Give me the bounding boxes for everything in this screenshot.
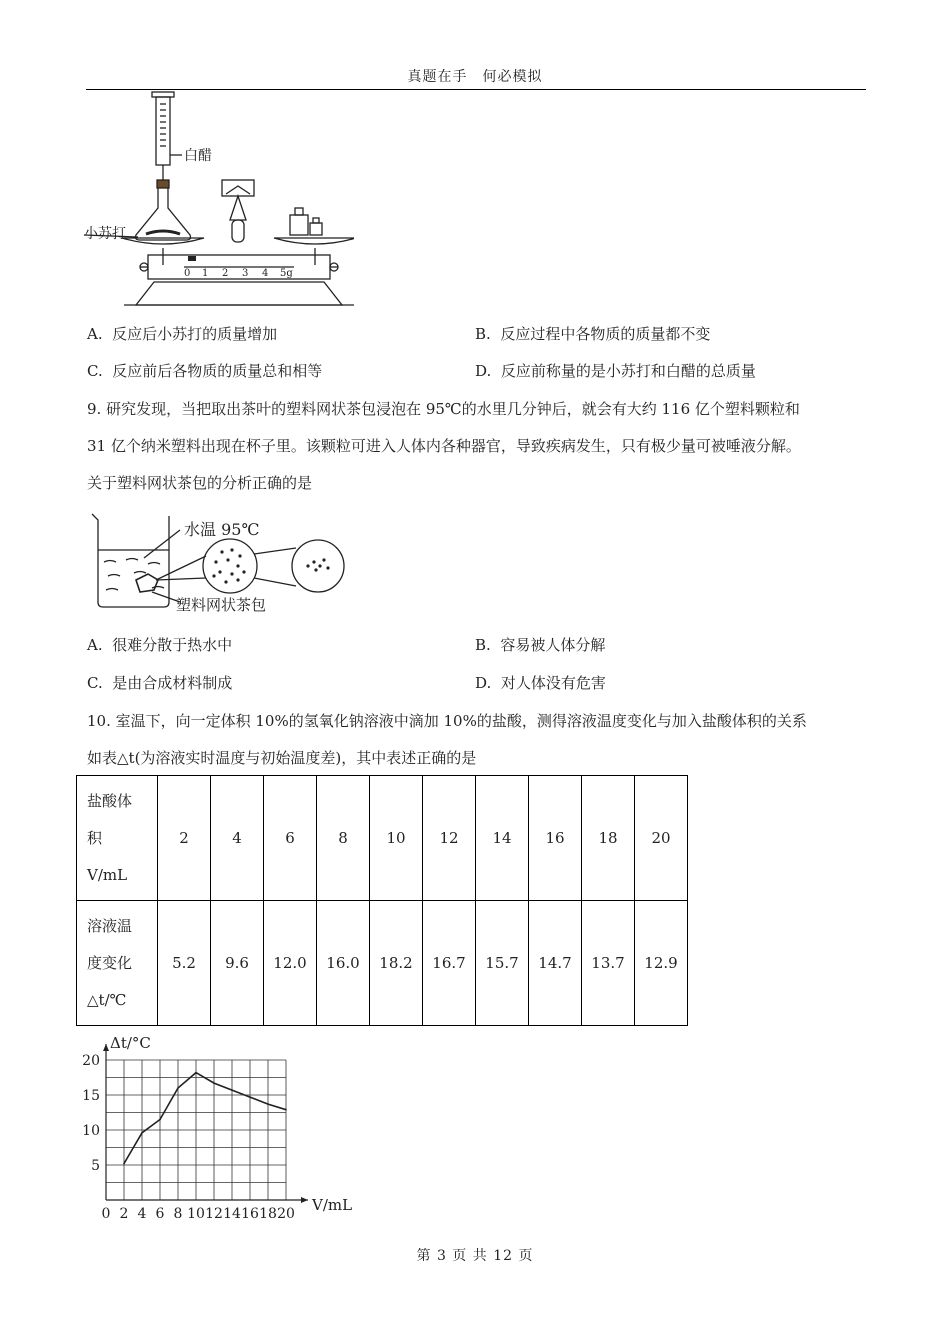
data-point — [159, 1119, 161, 1121]
scale-tick-4: 4 — [262, 268, 269, 279]
label-vinegar: 白醋 — [184, 148, 212, 164]
x-tick-label: 14 — [223, 1206, 241, 1222]
x-tick-label: 16 — [241, 1206, 259, 1222]
q8-option-d: D. 反应前称量的是小苏打和白醋的总质量 — [475, 362, 756, 380]
table-cell: 18 — [582, 776, 635, 901]
table-cell: 16 — [529, 776, 582, 901]
chart-grid — [106, 1060, 286, 1200]
q9-option-d: D. 对人体没有危害 — [475, 674, 606, 692]
table-cell: 12.0 — [264, 901, 317, 1026]
x-tick-label: 12 — [205, 1206, 223, 1222]
q8-option-a: A. 反应后小苏打的质量增加 — [87, 325, 278, 343]
table-cell: 2 — [158, 776, 211, 901]
q9-line-2: 31 亿个纳米塑料出现在杯子里。该颗粒可进入人体内各种器官，导致疾病发生，只有极少量可被唾液分解。 — [87, 437, 801, 455]
scale-tick-0: 0 — [184, 268, 191, 279]
table-cell: 8 — [317, 776, 370, 901]
q9-option-c: C. 是由合成材料制成 — [87, 674, 233, 692]
q9-line-1: 9. 研究发现，当把取出茶叶的塑料网状茶包浸泡在 95℃的水里几分钟后，就会有大约 116 亿个塑料颗粒和 — [87, 400, 800, 418]
chart-axes — [103, 1044, 308, 1203]
table-row — [77, 901, 688, 1026]
x-tick-label: 4 — [137, 1206, 147, 1222]
table-cell: 16.7 — [423, 901, 476, 1026]
y-axis-arrow — [103, 1044, 109, 1051]
table-cell: 10 — [370, 776, 423, 901]
table-cell: 9.6 — [211, 901, 264, 1026]
table-cell: 18.2 — [370, 901, 423, 1026]
q9-line-3: 关于塑料网状茶包的分析正确的是 — [87, 474, 313, 492]
row-header-temp: 溶液温 度变化 △t/℃ — [77, 901, 158, 1026]
scale-tick-2: 2 — [222, 268, 229, 279]
x-tick-label: 8 — [173, 1206, 183, 1222]
balance-figure — [84, 90, 354, 315]
table-row — [77, 776, 688, 901]
x-tick-label: 18 — [259, 1206, 277, 1222]
y-tick-label: 10 — [82, 1123, 100, 1139]
table-cell: 6 — [264, 776, 317, 901]
q9-option-a: A. 很难分散于热水中 — [87, 636, 233, 654]
table-cell: 16.0 — [317, 901, 370, 1026]
page-footer: 第 3 页 共 12 页 — [416, 1248, 534, 1264]
data-table — [76, 775, 688, 1026]
table-cell: 15.7 — [476, 901, 529, 1026]
data-point — [267, 1103, 269, 1105]
data-point — [141, 1132, 143, 1134]
scale-tick-5g: 5g — [280, 268, 293, 279]
label-baking-soda: 小苏打 — [84, 226, 126, 242]
data-point — [249, 1096, 251, 1098]
x-tick-label: 0 — [101, 1206, 111, 1222]
data-point — [177, 1087, 179, 1089]
x-axis-label: V/mL — [312, 1196, 353, 1214]
data-point — [231, 1089, 233, 1091]
x-tick-label: 20 — [277, 1206, 295, 1222]
x-tick-label: 2 — [119, 1206, 129, 1222]
label-water-temp: 水温 95℃ — [184, 520, 260, 539]
data-point — [213, 1082, 215, 1084]
scale-tick-3: 3 — [242, 268, 249, 279]
page-header: 真题在手 何必模拟 — [407, 69, 543, 85]
q10-line-1: 10. 室温下，向一定体积 10%的氢氧化钠溶液中滴加 10%的盐酸，测得溶液温度变化与加入盐酸体积的关系 — [87, 712, 807, 730]
table-cell: 5.2 — [158, 901, 211, 1026]
x-tick-label: 10 — [187, 1206, 205, 1222]
q9-option-b: B. 容易被人体分解 — [475, 636, 606, 654]
label-tea-bag: 塑料网状茶包 — [176, 596, 267, 614]
temperature-line — [124, 1073, 286, 1164]
table-cell: 12.9 — [635, 901, 688, 1026]
table-cell: 12 — [423, 776, 476, 901]
scale-tick-1: 1 — [202, 268, 209, 279]
data-point — [195, 1072, 197, 1074]
table-cell: 13.7 — [582, 901, 635, 1026]
row-header-volume: 盐酸体 积 V/mL — [77, 776, 158, 901]
q10-line-2: 如表△t(为溶液实时温度与初始温度差)，其中表述正确的是 — [87, 749, 477, 767]
q8-option-c: C. 反应前后各物质的质量总和相等 — [87, 362, 323, 380]
temperature-chart — [80, 1030, 370, 1225]
table-cell: 14 — [476, 776, 529, 901]
y-tick-label: 15 — [82, 1088, 100, 1104]
x-axis-arrow — [301, 1197, 308, 1203]
chart-series — [123, 1072, 287, 1165]
x-tick-label: 6 — [155, 1206, 165, 1222]
table-cell: 14.7 — [529, 901, 582, 1026]
table-cell: 20 — [635, 776, 688, 901]
q8-option-b: B. 反应过程中各物质的质量都不变 — [475, 325, 711, 343]
beaker-figure — [86, 510, 356, 620]
table-cell: 4 — [211, 776, 264, 901]
data-point — [123, 1163, 125, 1165]
y-tick-label: 5 — [91, 1158, 100, 1174]
data-point — [285, 1109, 287, 1111]
y-axis-label: Δt/°C — [110, 1034, 151, 1052]
y-tick-label: 20 — [82, 1053, 100, 1069]
